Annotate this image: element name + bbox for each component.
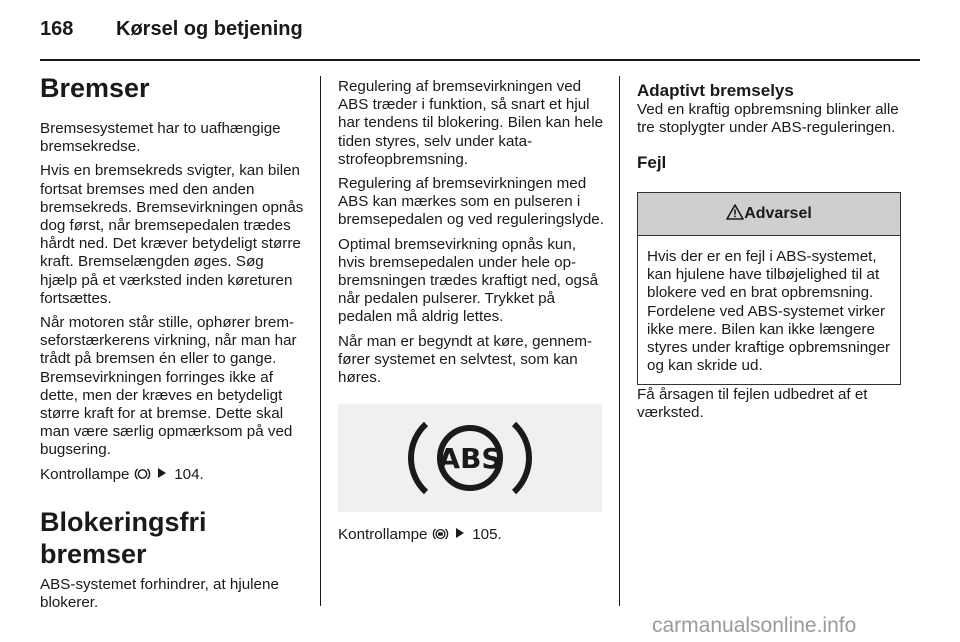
chapter-title: Kørsel og betjening — [116, 18, 303, 40]
warning-title: Advarsel — [744, 205, 812, 222]
kontrollampe-reference — [40, 466, 304, 486]
paragraph: Regulering af bremsevirkningen med ABS kan mærkes som en pulseren i bremsepedalen og ved reguleringslyde. — [338, 175, 604, 229]
paragraph: Optimal bremsevirkning opnås kun, hvis bremsepedalen under hele opbremsningen trædes kraftigt ned, også når pedalen pulserer. Trykket på pedalen må aldrig lettes. — [338, 235, 599, 326]
paragraph: Når man er begyndt at køre, gennemfører systemet en selvtest, som kan høres. — [338, 332, 593, 387]
column-left — [40, 72, 304, 618]
paragraph: Få årsagen til fejlen udbedret af et værksted. — [637, 386, 868, 422]
column-divider — [619, 76, 620, 606]
kontrollampe-label: Kontrollampe — [40, 465, 130, 483]
abs-warning-light-image — [338, 404, 602, 512]
section-heading-blokeringsfri: Blokeringsfri bremser — [40, 506, 207, 569]
section-heading-fejl: Fejl — [637, 153, 667, 173]
page-header — [40, 18, 920, 48]
abs-symbol-text: ABS — [438, 442, 502, 475]
abs-kontrollampe-reference — [338, 526, 604, 546]
header-rule — [40, 59, 920, 61]
column-right — [637, 81, 903, 173]
page-reference-arrow-icon — [456, 528, 464, 538]
kontrollampe-page-ref[interactable]: 105. — [472, 526, 502, 543]
section-heading-adaptivt: Adaptivt bremselys — [637, 81, 794, 100]
page-reference-arrow-icon — [158, 468, 166, 478]
brake-warning-icon — [134, 467, 151, 486]
paragraph: Hvis en bremsekreds svigter, kan bilen fortsat bremses med den anden bremsekreds. Bremsevirkningen opnås dog først, når bremsepedalen trædes hårdt ned. Det kræver betydeligt større kraft. Bremselængden øges. Søg hjælp på et værksted inden køreturen fortsættes. — [40, 162, 304, 307]
paragraph: ABS-systemet forhindrer, at hjulene blokerer. — [40, 575, 279, 612]
column-divider — [320, 76, 321, 606]
warning-triangle-icon — [726, 204, 744, 225]
page-number: 168 — [40, 18, 74, 40]
watermark: carmanualsonline.info — [652, 614, 857, 637]
paragraph: Ved en kraftig opbremsning blinker alle tre stoplygter under ABS-reguleringen. — [637, 101, 899, 137]
paragraph: Bremsesystemet har to uafhængige bremsekredse. — [40, 120, 281, 156]
section-heading-bremser: Bremser — [40, 73, 150, 103]
column-middle — [338, 78, 604, 393]
paragraph: Regulering af bremsevirkningen ved ABS træder i funktion, så snart et hjul har tendens til blokering. Bilen kan hele tiden styres, selv under katastrofeopbremsning. — [338, 78, 604, 168]
warning-text: Hvis der er en fejl i ABS-systemet, kan hjulene have tilbøjelighed til at blokere ved en brat opbremsning. Fordelene ved ABS-systemet virker ikke mere. Bilen kan ikke længere styres under kraftige opbremsninger og kan skride ud. — [647, 248, 891, 375]
kontrollampe-label: Kontrollampe — [338, 526, 428, 543]
warning-box-header — [638, 193, 900, 236]
column-right-after-box — [637, 386, 903, 428]
kontrollampe-page-ref[interactable]: 104. — [174, 465, 204, 483]
warning-box — [637, 192, 901, 385]
paragraph: Når motoren står stille, ophører bremseforstærkerens virkning, når man har trådt på bremsen én eller to gange. Bremsevirkningen forringes ikke af dette, men der kræves en betydeligt større kraft for at bremse. Dette skal man være særlig opmærksom på ved bugsering. — [40, 314, 297, 459]
abs-icon — [432, 527, 449, 546]
